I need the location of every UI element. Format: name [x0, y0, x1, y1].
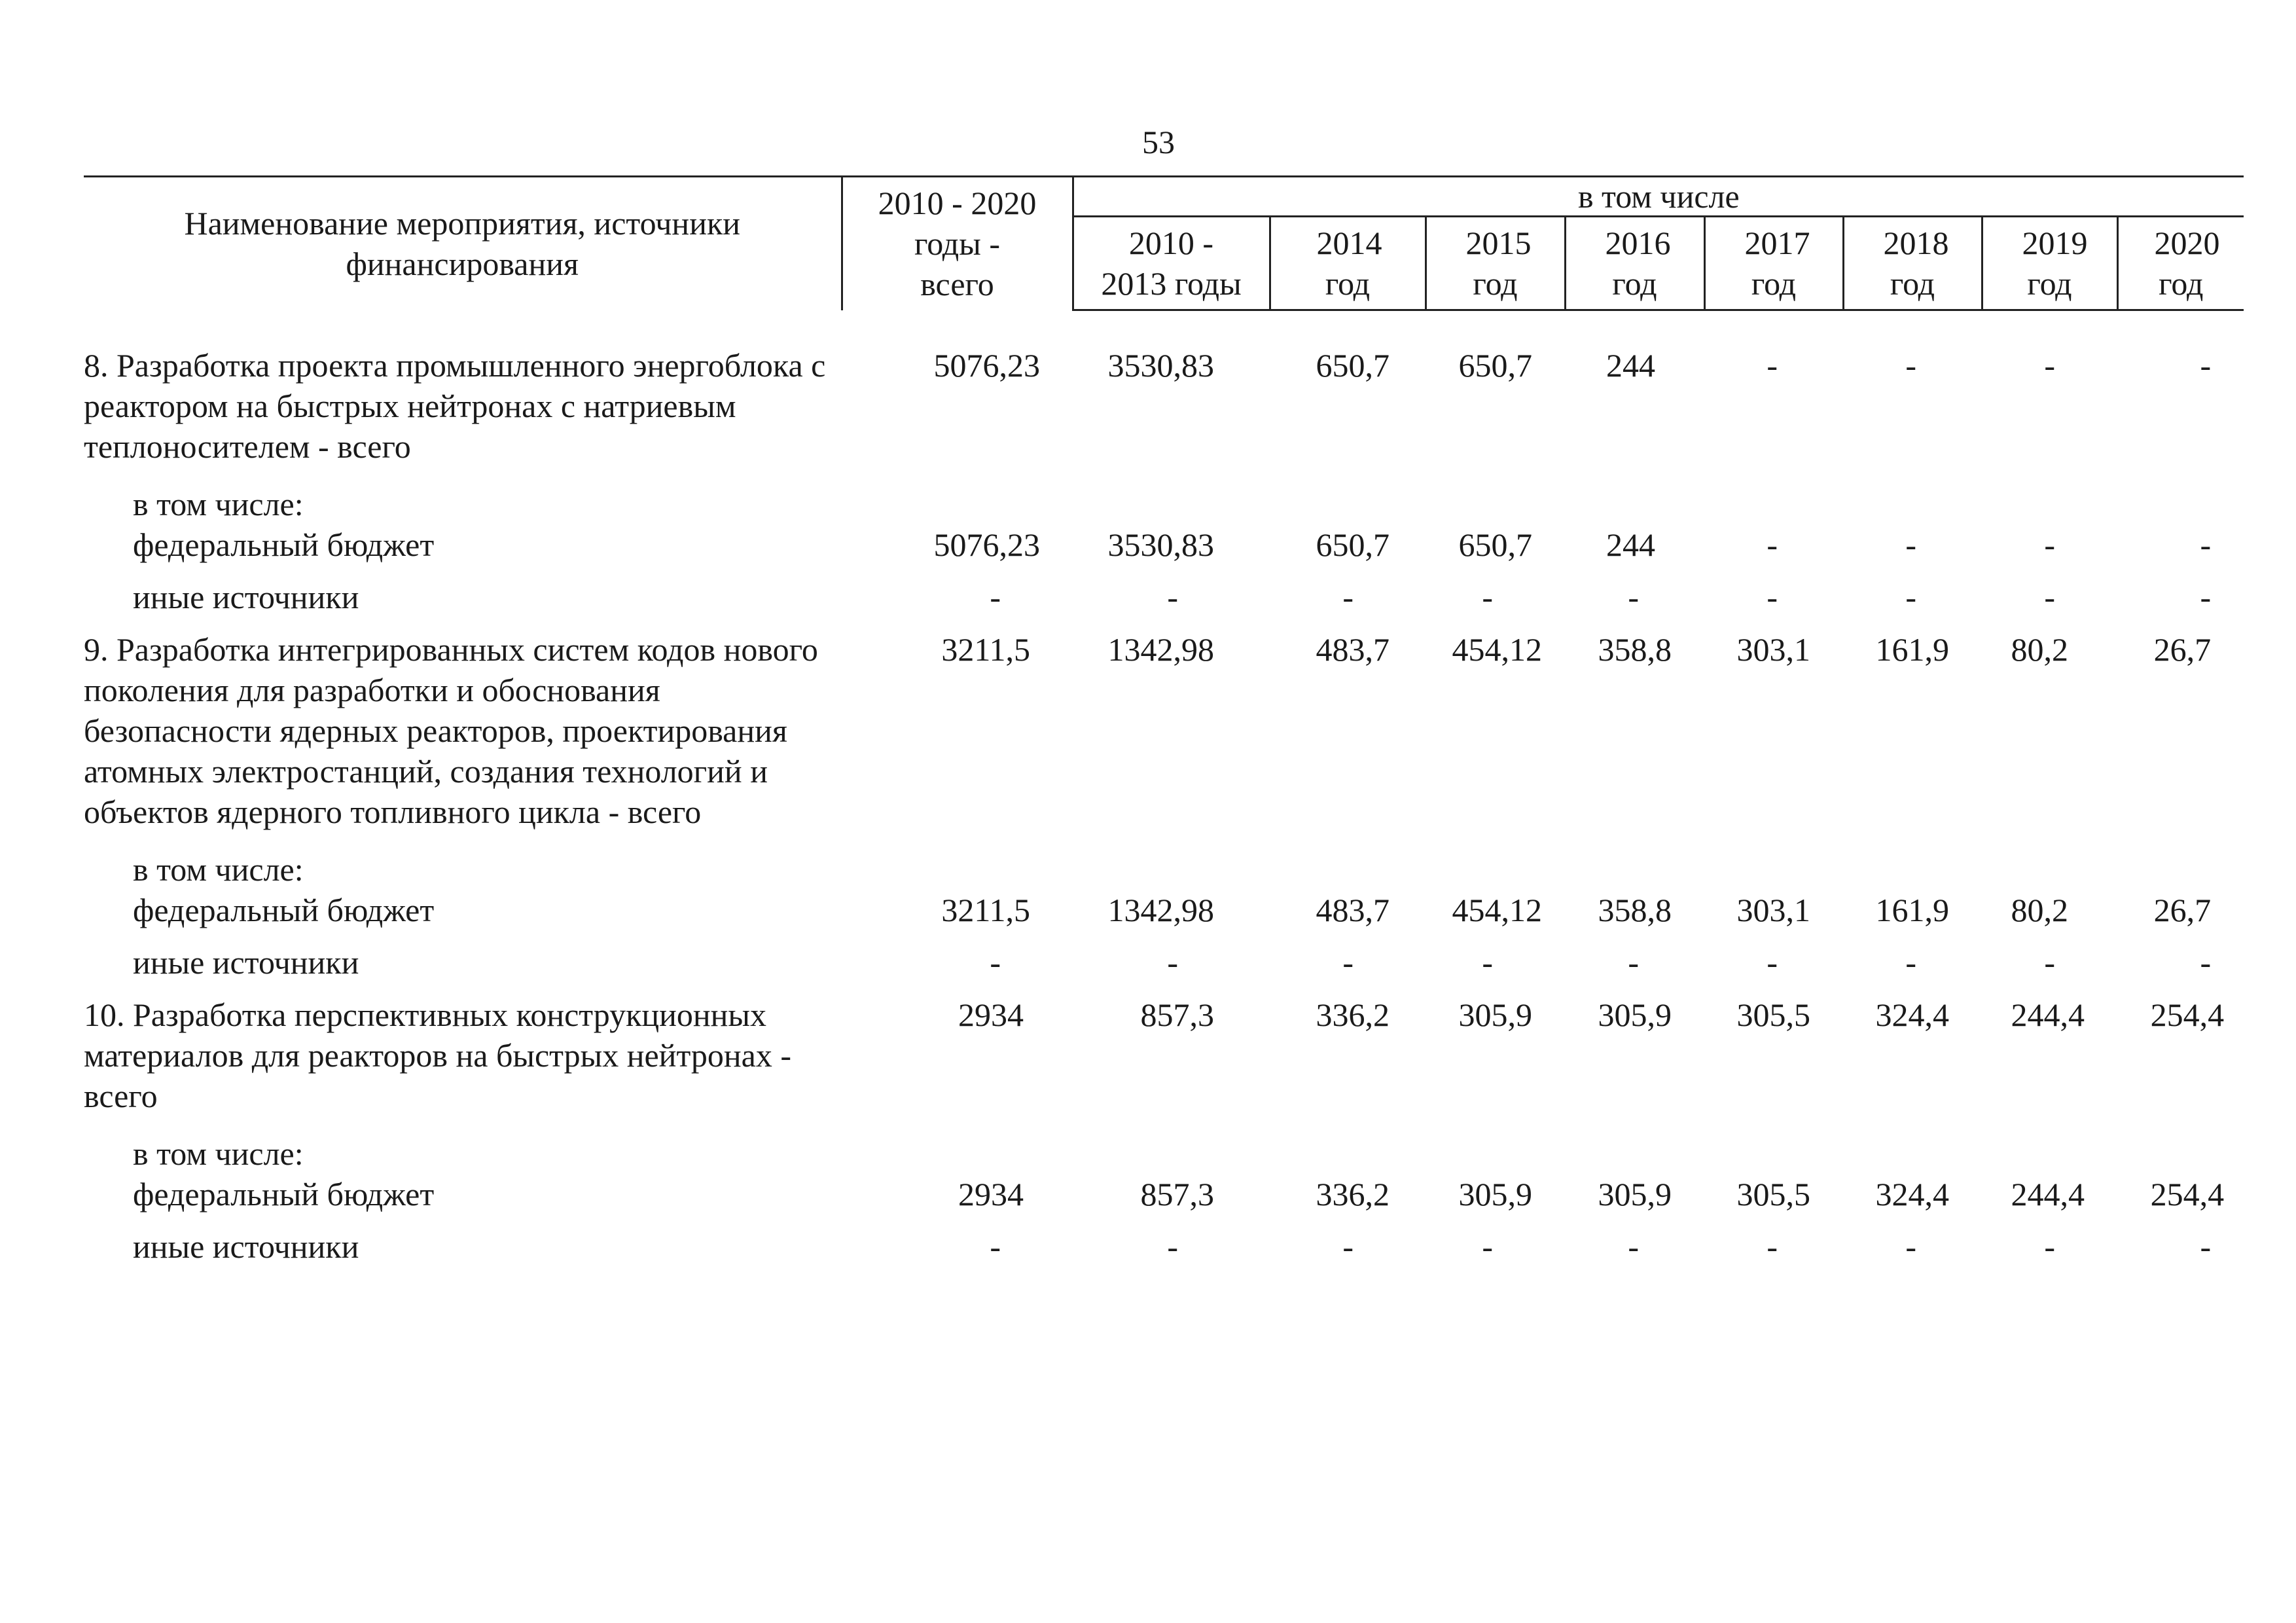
- header-period: 2015 год: [1426, 217, 1565, 310]
- row-value: 3530,83: [1107, 526, 1214, 563]
- header-period: 2018 год: [1843, 217, 1982, 310]
- row-value: 358,8: [1598, 892, 1672, 928]
- row-value: -: [2044, 347, 2055, 384]
- row-value: 3530,83: [1107, 347, 1214, 384]
- row-value: 3211,5: [941, 631, 1030, 668]
- row-value: 3211,5: [941, 892, 1030, 928]
- row-value: 303,1: [1736, 892, 1810, 928]
- row-value: 254,4: [2150, 996, 2225, 1033]
- row-value: -: [2200, 944, 2212, 981]
- header-total-column: 2010 - 2020 годы - всего: [842, 177, 1073, 310]
- row-value: 254,4: [2150, 1176, 2225, 1213]
- row-value: 5076,23: [933, 347, 1040, 384]
- row-value: 2934: [958, 1176, 1024, 1213]
- row-label: федеральный бюджет: [133, 1176, 435, 1213]
- row-value: -: [2200, 1228, 2212, 1265]
- table-row: [84, 617, 2244, 832]
- header-period: 2020 год: [2117, 217, 2244, 310]
- row-label: 10. Разработка перспективных конструкционных материалов для реакторов на быстрых нейтронах - всего: [84, 996, 792, 1114]
- row-value: 454,12: [1452, 892, 1542, 928]
- row-value: -: [1167, 579, 1178, 615]
- header-period: 2019 год: [1982, 217, 2117, 310]
- header-name-column: Наименование мероприятия, источники финансирования: [84, 177, 842, 310]
- row-label: иные источники: [133, 1228, 359, 1265]
- row-label: иные источники: [133, 579, 359, 615]
- row-value: 2934: [958, 996, 1024, 1033]
- header-group-label: в том числе: [1073, 177, 2244, 217]
- row-value: -: [1342, 579, 1354, 615]
- table-row: [84, 345, 2244, 467]
- row-value: -: [1767, 1228, 1778, 1265]
- row-value: -: [1905, 944, 1916, 981]
- row-value: 303,1: [1736, 631, 1810, 668]
- table-row: [84, 467, 2244, 524]
- row-value: 483,7: [1316, 892, 1390, 928]
- row-value: -: [1342, 1228, 1354, 1265]
- table-row: [84, 565, 2244, 617]
- row-value: 1342,98: [1107, 631, 1214, 668]
- row-value: -: [1167, 944, 1178, 981]
- table-row: [84, 983, 2244, 1116]
- row-value: 244,4: [2011, 1176, 2085, 1213]
- row-value: -: [1482, 1228, 1493, 1265]
- row-value: 305,9: [1458, 1176, 1532, 1213]
- row-value: 324,4: [1875, 996, 1949, 1033]
- row-value: -: [1767, 944, 1778, 981]
- row-value: 161,9: [1875, 631, 1949, 668]
- row-label: в том числе:: [133, 486, 304, 522]
- row-value: 161,9: [1875, 892, 1949, 928]
- page-number: 53: [1142, 124, 1175, 160]
- row-value: 650,7: [1458, 526, 1532, 563]
- row-value: 1342,98: [1107, 892, 1214, 928]
- row-value: 305,9: [1598, 1176, 1672, 1213]
- row-value: -: [1628, 1228, 1639, 1265]
- row-value: 650,7: [1316, 526, 1390, 563]
- row-label: 9. Разработка интегрированных систем кодов нового поколения для разработки и обоснования безопасности ядерных реакторов, проектирования атомных электростанций, создания технологий и объектов ядерного топливного цикла - всего: [84, 631, 818, 830]
- row-value: -: [1482, 944, 1493, 981]
- row-value: 244,4: [2011, 996, 2085, 1033]
- row-value: -: [1167, 1228, 1178, 1265]
- row-value: 454,12: [1452, 631, 1542, 668]
- row-value: -: [1342, 944, 1354, 981]
- row-value: -: [1905, 347, 1916, 384]
- row-value: 244: [1606, 347, 1655, 384]
- row-value: 305,5: [1736, 996, 1810, 1033]
- row-label: федеральный бюджет: [133, 892, 435, 928]
- row-value: 80,2: [2011, 631, 2068, 668]
- table-row: [84, 930, 2244, 983]
- row-value: 26,7: [2153, 631, 2212, 668]
- row-value: -: [1482, 579, 1493, 615]
- row-value: 305,5: [1736, 1176, 1810, 1213]
- row-value: -: [1767, 526, 1778, 563]
- row-value: -: [2200, 526, 2212, 563]
- row-value: -: [990, 579, 1001, 615]
- row-value: -: [1767, 347, 1778, 384]
- row-value: -: [1905, 579, 1916, 615]
- row-value: -: [990, 944, 1001, 981]
- row-label: в том числе:: [133, 851, 304, 888]
- row-value: -: [1767, 579, 1778, 615]
- row-value: -: [990, 1228, 1001, 1265]
- row-value: -: [2044, 944, 2055, 981]
- row-value: 305,9: [1458, 996, 1532, 1033]
- table-row: [84, 1174, 2244, 1214]
- table-row: [84, 1214, 2244, 1267]
- header-period: 2017 год: [1704, 217, 1843, 310]
- row-value: -: [1905, 526, 1916, 563]
- row-value: 336,2: [1316, 996, 1390, 1033]
- row-value: 80,2: [2011, 892, 2068, 928]
- row-value: -: [2200, 579, 2212, 615]
- header-period: 2014 год: [1270, 217, 1426, 310]
- table-body: [84, 310, 2244, 1267]
- row-value: 324,4: [1875, 1176, 1949, 1213]
- row-label: 8. Разработка проекта промышленного энергоблока с реактором на быстрых нейтронах с натриевым теплоносителем - всего: [84, 347, 826, 465]
- row-value: 358,8: [1598, 631, 1672, 668]
- row-value: 857,3: [1140, 996, 1214, 1033]
- row-value: 336,2: [1316, 1176, 1390, 1213]
- row-value: 5076,23: [933, 526, 1040, 563]
- row-value: -: [1628, 944, 1639, 981]
- row-label: федеральный бюджет: [133, 526, 435, 563]
- row-value: 244: [1606, 526, 1655, 563]
- table-row: [84, 1116, 2244, 1174]
- row-value: 650,7: [1458, 347, 1532, 384]
- table-row: [84, 524, 2244, 565]
- row-value: -: [1905, 1228, 1916, 1265]
- financing-table: [84, 175, 2244, 1267]
- row-value: 650,7: [1316, 347, 1390, 384]
- row-value: -: [2044, 526, 2055, 563]
- header-period: 2016 год: [1565, 217, 1704, 310]
- row-value: 26,7: [2153, 892, 2212, 928]
- row-value: -: [1628, 579, 1639, 615]
- row-label: иные источники: [133, 944, 359, 981]
- header-period: 2010 - 2013 годы: [1073, 217, 1270, 310]
- row-value: -: [2044, 579, 2055, 615]
- row-value: -: [2044, 1228, 2055, 1265]
- table-row: [84, 890, 2244, 930]
- row-label: в том числе:: [133, 1135, 304, 1172]
- row-value: 305,9: [1598, 996, 1672, 1033]
- table-header: [84, 177, 2244, 310]
- row-value: -: [2200, 347, 2212, 384]
- row-value: 483,7: [1316, 631, 1390, 668]
- financing-table-sheet: [84, 175, 2244, 1267]
- row-value: 857,3: [1140, 1176, 1214, 1213]
- table-row: [84, 832, 2244, 890]
